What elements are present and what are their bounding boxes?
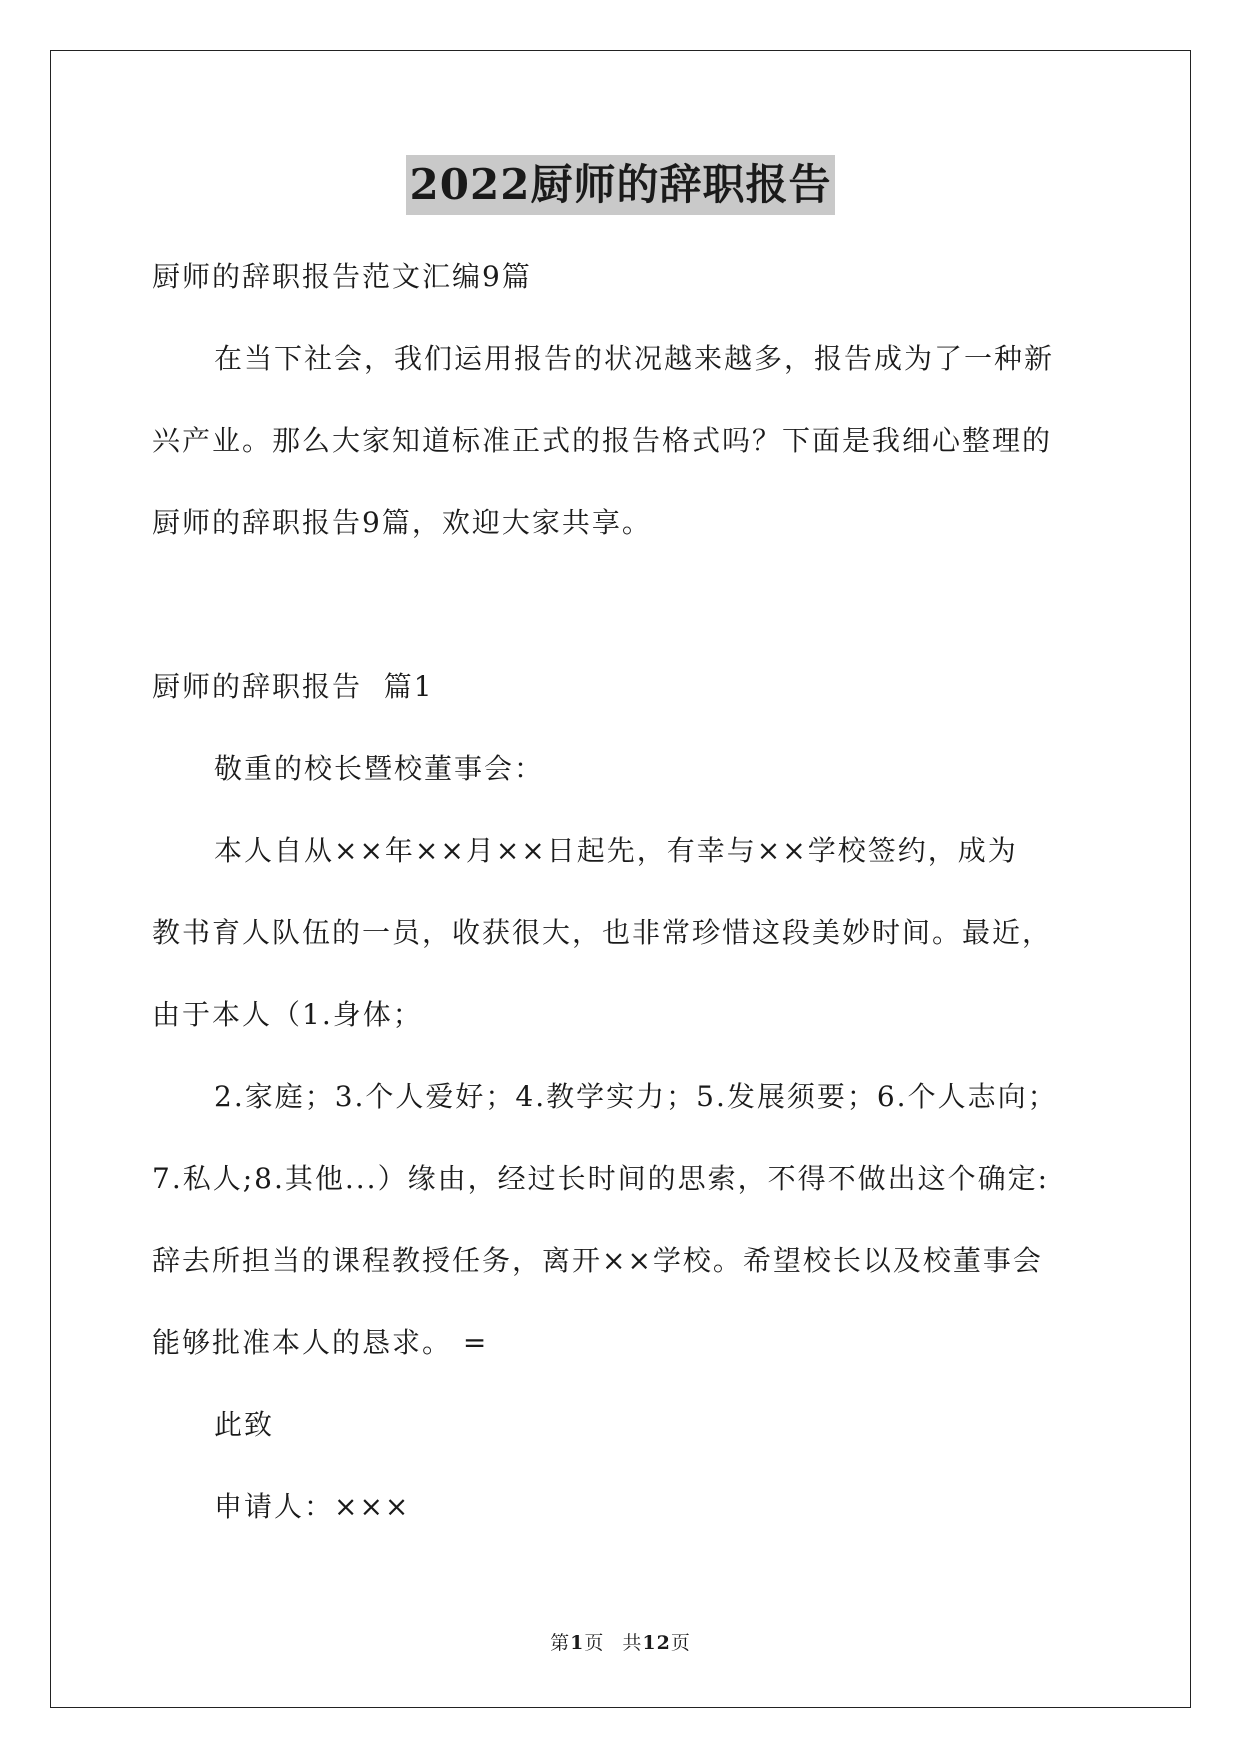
page-footer <box>0 1628 1241 1655</box>
intro-line: 厨师的辞职报告9篇，欢迎大家共享。 <box>152 506 652 539</box>
page-number: 1 <box>570 1632 585 1654</box>
section-heading: 厨师的辞职报告 篇1 <box>152 670 434 703</box>
total-prefix: 共 <box>622 1632 643 1654</box>
page-prefix: 第 <box>550 1632 571 1654</box>
salutation: 敬重的校长暨校董事会： <box>214 752 545 785</box>
page-suffix: 页 <box>584 1632 605 1654</box>
body-line: 2.家庭；3.个人爱好；4.教学实力；5.发展须要；6.个人志向； <box>214 1080 1058 1113</box>
signature: 申请人：××× <box>214 1490 411 1523</box>
body-line: 本人自从××年××月××日起先，有幸与××学校签约，成为 <box>214 834 1018 867</box>
total-pages: 12 <box>642 1632 671 1654</box>
closing: 此致 <box>214 1408 275 1441</box>
intro-line: 兴产业。那么大家知道标准正式的报告格式吗？下面是我细心整理的 <box>152 424 1053 457</box>
title-container <box>0 155 1241 215</box>
body-line: 7.私人;8.其他...）缘由，经过长时间的思索，不得不做出这个确定: <box>152 1162 1050 1195</box>
document-subtitle: 厨师的辞职报告范文汇编9篇 <box>152 260 532 293</box>
body-line: 由于本人（1.身体； <box>152 998 423 1031</box>
body-line: 教书育人队伍的一员，收获很大，也非常珍惜这段美妙时间。最近， <box>152 916 1053 949</box>
intro-line: 在当下社会，我们运用报告的状况越来越多，报告成为了一种新 <box>214 342 1055 375</box>
spacer <box>152 564 1092 646</box>
total-suffix: 页 <box>670 1632 691 1654</box>
body-line: 能够批准本人的恳求。 = <box>152 1326 489 1359</box>
body-line: 辞去所担当的课程教授任务，离开××学校。希望校长以及校董事会 <box>152 1244 1043 1277</box>
document-body <box>152 236 1092 1548</box>
document-title: 2022厨师的辞职报告 <box>406 155 836 215</box>
